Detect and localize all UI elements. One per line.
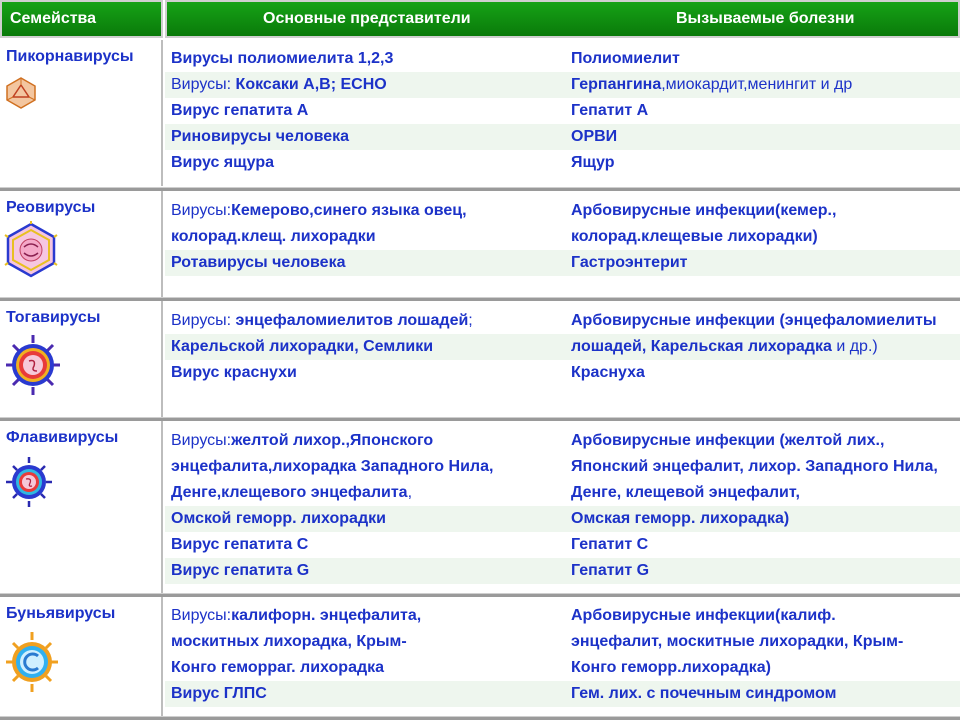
family-rows [165,40,960,186]
representative-cell: колорад.клещ. лихорадки [171,228,376,245]
disease-cell: Конго геморр.лихорадка) [571,659,771,676]
table-row [165,72,960,98]
table-row [165,655,960,681]
disease-cell: Ящур [571,154,615,171]
disease-cell: колорад.клещевые лихорадки) [571,228,818,245]
table-row [165,150,960,176]
disease-cell: Арбовирусные инфекции (энцефаломиелиты [571,312,937,329]
representative-cell: Вирус ящура [171,154,274,171]
representative-cell: Риновирусы человека [171,128,350,145]
disease-cell: Денге, клещевой энцефалит, [571,484,800,501]
table-row [165,532,960,558]
table-row [165,480,960,506]
family-cell [0,40,163,186]
representative-cell: Вирусы:калифорн. энцефалита, [171,607,422,624]
family-group-picornaviruses [0,40,960,186]
family-rows [165,191,960,297]
disease-cell: Гем. лих. с почечным синдромом [571,685,837,702]
header-representatives-label: Основные представители [263,10,471,27]
header-diseases-label: Вызываемые болезни [676,10,855,27]
family-group-flaviviruses [0,421,960,593]
togavirus-icon [4,333,62,397]
family-group-bunyaviruses [0,597,960,720]
representative-cell: Вирус гепатита С [171,536,309,553]
representative-cell: Вирус краснухи [171,364,297,381]
family-name: Пикорнавирусы [6,48,134,65]
table-row [165,428,960,454]
table-header [0,0,960,38]
table-row [165,681,960,707]
table-row [165,603,960,629]
disease-cell: Омская геморр. лихорадка) [571,510,790,527]
table-row [165,98,960,124]
representative-cell: Вирусы:желтой лихор.,Японского [171,432,434,449]
representative-cell: Вирусы: Коксаки А,В; ЕСНО [171,76,387,93]
table-row [165,308,960,334]
family-group-togaviruses [0,301,960,417]
representative-cell: Вирусы:Кемерово,синего языка овец, [171,202,467,219]
table-row [165,46,960,72]
family-group-reoviruses [0,191,960,297]
representative-cell: Карельской лихорадки, Семлики [171,338,434,355]
family-cell [0,597,163,720]
table-row [165,506,960,532]
disease-cell: ОРВИ [571,128,618,145]
disease-cell: Гепатит G [571,562,650,579]
family-rows [165,421,960,593]
header-families [0,0,163,38]
table-row [165,360,960,386]
representative-cell: Вирусы: энцефаломиелитов лошадей; [171,312,473,329]
disease-cell: Арбовирусные инфекции (желтой лих., [571,432,885,449]
header-families-label: Семейства [10,10,97,27]
picornavirus-icon [4,76,38,110]
disease-cell: Арбовирусные инфекции(калиф. [571,607,836,624]
bunyavirus-icon [4,630,60,694]
table-row [165,558,960,584]
flavivirus-icon [4,455,54,509]
representative-cell: Конго геморраг. лихорадка [171,659,385,676]
disease-cell: Полиомиелит [571,50,680,67]
table-row [165,629,960,655]
table-row [165,224,960,250]
table-row [165,198,960,224]
disease-cell: лошадей, Карельская лихорадка и др.) [571,338,878,355]
family-cell [0,421,163,593]
family-name: Флавивирусы [6,429,119,446]
disease-cell: Японский энцефалит, лихор. Западного Нила, [571,458,938,475]
disease-cell: Гепатит С [571,536,649,553]
disease-cell: Гастроэнтерит [571,254,688,271]
family-cell [0,301,163,417]
disease-cell: Герпангина,миокардит,менингит и др [571,76,853,93]
header-representatives-diseases [165,0,960,38]
representative-cell: Вирус гепатита А [171,102,309,119]
representative-cell: москитных лихорадка, Крым- [171,633,407,650]
row-divider [0,716,960,720]
family-name: Буньявирусы [6,605,116,622]
representative-cell: Вирус гепатита G [171,562,310,579]
table-row [165,334,960,360]
table-row [165,250,960,276]
reovirus-icon [4,221,58,279]
family-name: Тогавирусы [6,309,101,326]
family-rows [165,301,960,417]
representative-cell: Денге,клещевого энцефалита, [171,484,413,501]
representative-cell: Ротавирусы человека [171,254,346,271]
representative-cell: Омской геморр. лихорадки [171,510,386,527]
disease-cell: Гепатит А [571,102,649,119]
disease-cell: Краснуха [571,364,645,381]
family-rows [165,597,960,720]
representative-cell: Вирусы полиомиелита 1,2,3 [171,50,394,67]
disease-cell: энцефалит, москитные лихорадки, Крым- [571,633,904,650]
family-name: Реовирусы [6,199,96,216]
representative-cell: Вирус ГЛПС [171,685,267,702]
table-row [165,454,960,480]
family-cell [0,191,163,297]
representative-cell: энцефалита,лихорадка Западного Нила, [171,458,494,475]
disease-cell: Арбовирусные инфекции(кемер., [571,202,837,219]
table-row [165,124,960,150]
